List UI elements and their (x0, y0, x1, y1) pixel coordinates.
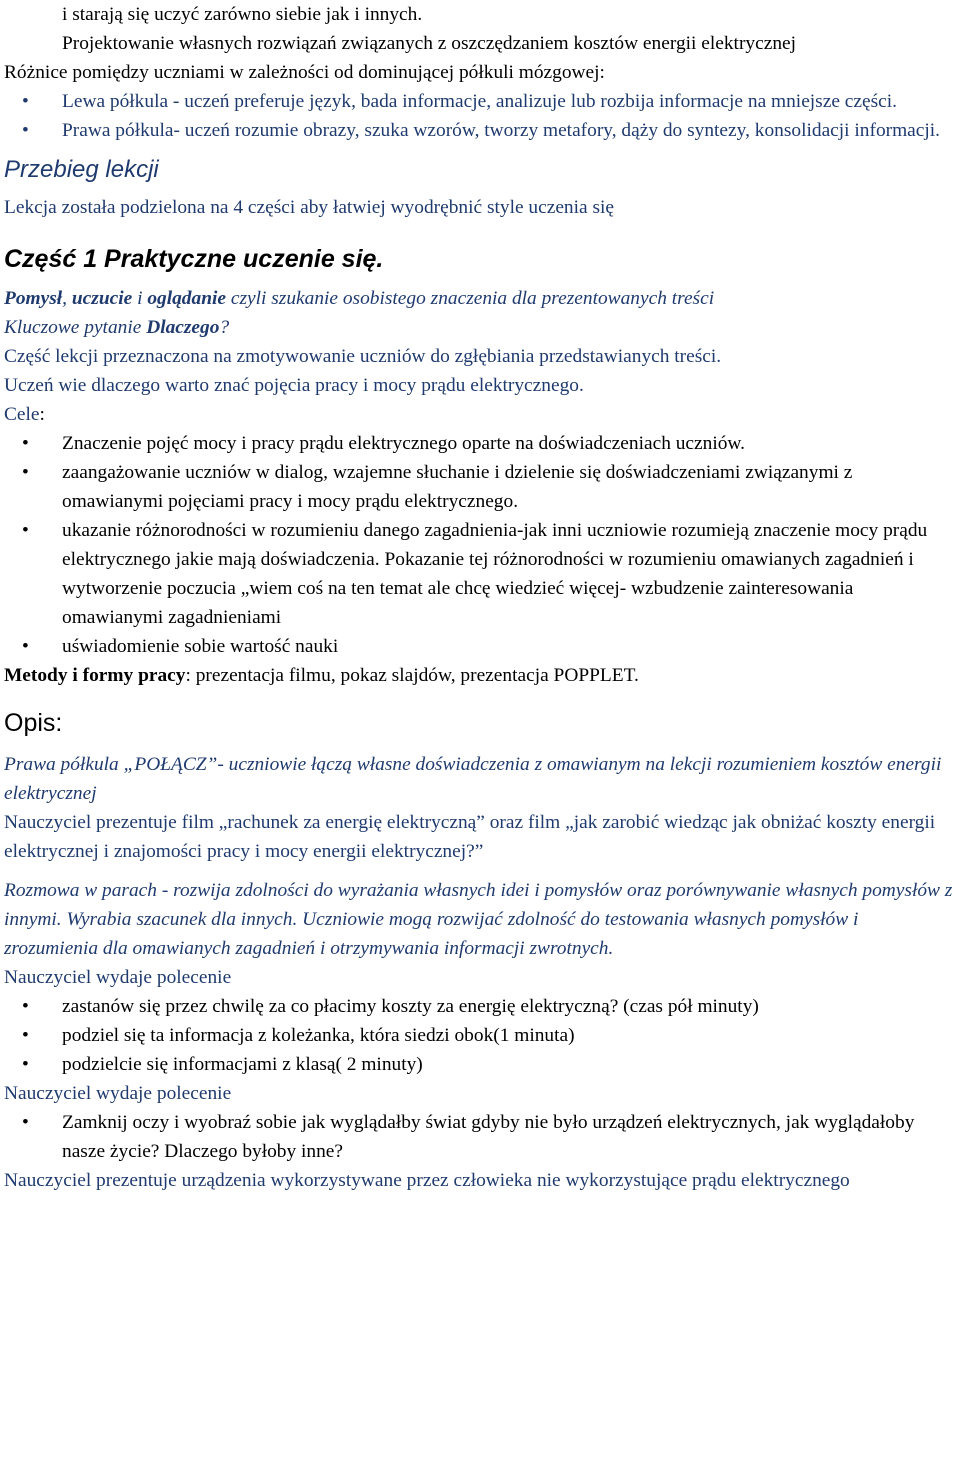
final-paragraph: Nauczyciel prezentuje urządzenia wykorzystywane przez człowieka nie wykorzystujące prądu elektrycznego (4, 1170, 850, 1191)
cele-label (4, 400, 956, 429)
pomysl-word: Pomysł (4, 288, 63, 309)
przebieg-heading: Przebieg lekcji (4, 156, 159, 183)
opis-heading: Opis: (4, 709, 63, 737)
part1-text2: Uczeń wie dlaczego warto znać pojęcia pracy i mocy prądu elektrycznego. (4, 375, 584, 396)
tasks-list (4, 1108, 956, 1166)
key-question (4, 313, 956, 342)
list-item: • podzielcie się informacjami z klasą( 2 minuty) (4, 1050, 956, 1079)
ogladanie-word: oglądanie (147, 288, 226, 309)
pomysl-rest: czyli szukanie osobistego znaczenia dla prezentowanych treści (230, 288, 715, 309)
goals-list (4, 429, 956, 661)
cele-colon: : (39, 404, 45, 425)
document-page (4, 0, 956, 1195)
uczucie-word: uczucie (71, 288, 133, 309)
list-item: • Znaczenie pojęć mocy i pracy prądu elektrycznego oparte na doświadczeniach uczniów. (4, 429, 956, 458)
tasks-list (4, 992, 956, 1079)
przebieg-text: Lekcja została podzielona na 4 części aby łatwiej wyodrębnić style uczenia się (4, 197, 615, 218)
rozmowa-paragraph: Rozmowa w parach - rozwija zdolności do wyrażania własnych idei i pomysłów oraz porównywanie własnych pomysłów z innymi. Wyrabia szacunek dla innych. Uczniowie mogą rozwijać zdolność do testowania własnych pomysłów i zrozumienia dla omawianych zagadnień i otrzymywania informacji zwrotnych. (4, 880, 953, 959)
methods-label: Metody i formy pracy (4, 665, 186, 686)
list-item: • podziel się ta informacja z koleżanka, która siedzi obok(1 minuta) (4, 1021, 956, 1050)
key-question-word: Dlaczego (146, 317, 220, 338)
list-item: • Prawa półkula- uczeń rozumie obrazy, szuka wzorów, tworzy metafory, dąży do syntezy, konsolidacji informacji. (4, 116, 956, 145)
cele-word: Cele (4, 404, 40, 425)
methods-line (4, 661, 956, 690)
and-word: i (137, 288, 143, 309)
polecenie-line: Nauczyciel wydaje polecenie (4, 1083, 232, 1104)
part1-heading: Część 1 Praktyczne uczenie się. (4, 245, 384, 273)
methods-text: : prezentacja filmu, pokaz slajdów, prezentacja POPPLET. (185, 665, 639, 686)
list-item: • Lewa półkula - uczeń preferuje język, bada informacje, analizuje lub rozbija informacje na mniejsze części. (4, 87, 956, 116)
film-paragraph: Nauczyciel prezentuje film „rachunek za energię elektryczną” oraz film „jak zarobić wiedząc jak obniżać koszty energii elektrycznej i znajomości pracy i mocy energii elektrycznej?” (4, 812, 936, 862)
polacz-paragraph: Prawa półkula „POŁĄCZ”- uczniowie łączą własne doświadczenia z omawianym na lekcji rozumieniem kosztów energii elektrycznej (4, 754, 942, 804)
part1-text1: Część lekcji przeznaczona na zmotywowanie uczniów do zgłębiania przedstawianych treści. (4, 346, 722, 367)
list-item: • zastanów się przez chwilę za co płacimy koszty za energię elektryczną? (czas pół minuty) (4, 992, 956, 1021)
intro-line: i starają się uczyć zarówno siebie jak i innych. (62, 4, 423, 25)
list-item: • Zamknij oczy i wyobraź sobie jak wyglądałby świat gdyby nie było urządzeń elektrycznych, jak wyglądałoby nasze życie? Dlaczego byłoby inne? (4, 1108, 956, 1166)
differences-line: Różnice pomiędzy uczniami w zależności od dominującej półkuli mózgowej: (4, 62, 605, 83)
project-title: Projektowanie własnych rozwiązań związanych z oszczędzaniem kosztów energii elektrycznej (62, 33, 797, 54)
key-question-prefix: Kluczowe pytanie (4, 317, 142, 338)
pomysl-line (4, 284, 956, 313)
list-item: • uświadomienie sobie wartość nauki (4, 632, 956, 661)
hemisphere-list (4, 87, 956, 145)
comma: , (62, 288, 68, 309)
key-question-suffix: ? (219, 317, 230, 338)
list-item: • ukazanie różnorodności w rozumieniu danego zagadnienia-jak inni uczniowie rozumieją znaczenie mocy prądu elektrycznego jakie mają doświadczenia. Pokazanie tej różnorodności w rozumieniu omawianych zagadnień i wytworzenie poczucia „wiem coś na ten temat ale chcę wiedzieć więcej- wzbudzenie zainteresowania omawianymi zagadnieniami (4, 516, 956, 632)
list-item: • zaangażowanie uczniów w dialog, wzajemne słuchanie i dzielenie się doświadczeniami związanymi z omawianymi pojęciami pracy i mocy prądu elektrycznego. (4, 458, 956, 516)
polecenie-line: Nauczyciel wydaje polecenie (4, 967, 232, 988)
